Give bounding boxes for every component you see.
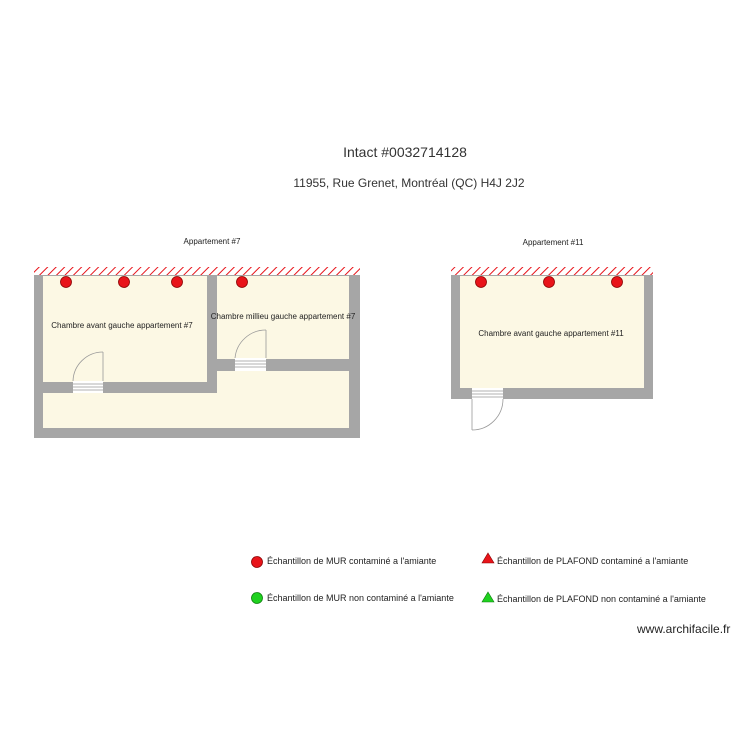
apartment-11-label: Appartement #11 — [522, 238, 584, 247]
room-label-middle-left-7: Chambre millieu gauche appartement #7 — [210, 312, 356, 321]
wall-sample-contaminated-marker — [612, 277, 623, 288]
door — [472, 388, 503, 430]
legend-item-label: Échantillon de PLAFOND contaminé a l'amiante — [497, 556, 689, 566]
wall-sample-contaminated-marker — [172, 277, 183, 288]
wall-sample-contaminated-marker — [61, 277, 72, 288]
plan-address: 11955, Rue Grenet, Montréal (QC) H4J 2J2 — [293, 176, 525, 190]
room-floor — [43, 393, 349, 428]
wall-sample-contaminated-marker — [544, 277, 555, 288]
legend-ceiling-contaminated-icon — [482, 553, 494, 563]
wall-hatch — [451, 267, 653, 275]
legend-wall-clean-icon — [252, 593, 263, 604]
plan-title: Intact #0032714128 — [343, 144, 467, 160]
wall-sample-contaminated-marker — [476, 277, 487, 288]
legend-wall-contaminated-icon — [252, 557, 263, 568]
watermark: www.archifacile.fr — [637, 622, 731, 636]
wall-hatch — [34, 267, 360, 275]
apartment-7-label: Appartement #7 — [183, 237, 241, 246]
room-floor — [217, 371, 349, 395]
legend-ceiling-clean-icon — [482, 592, 494, 602]
apartment-7-floors — [43, 276, 349, 428]
legend-item-label: Échantillon de PLAFOND non contaminé a l'amiante — [497, 594, 706, 604]
legend-item-label: Échantillon de MUR contaminé a l'amiante — [267, 556, 437, 566]
wall-sample-contaminated-marker — [237, 277, 248, 288]
room-label-front-left-7: Chambre avant gauche appartement #7 — [51, 321, 193, 330]
room-label-front-left-11: Chambre avant gauche appartement #11 — [478, 329, 624, 338]
legend-item-label: Échantillon de MUR non contaminé a l'amiante — [267, 593, 454, 603]
wall-sample-contaminated-marker — [119, 277, 130, 288]
